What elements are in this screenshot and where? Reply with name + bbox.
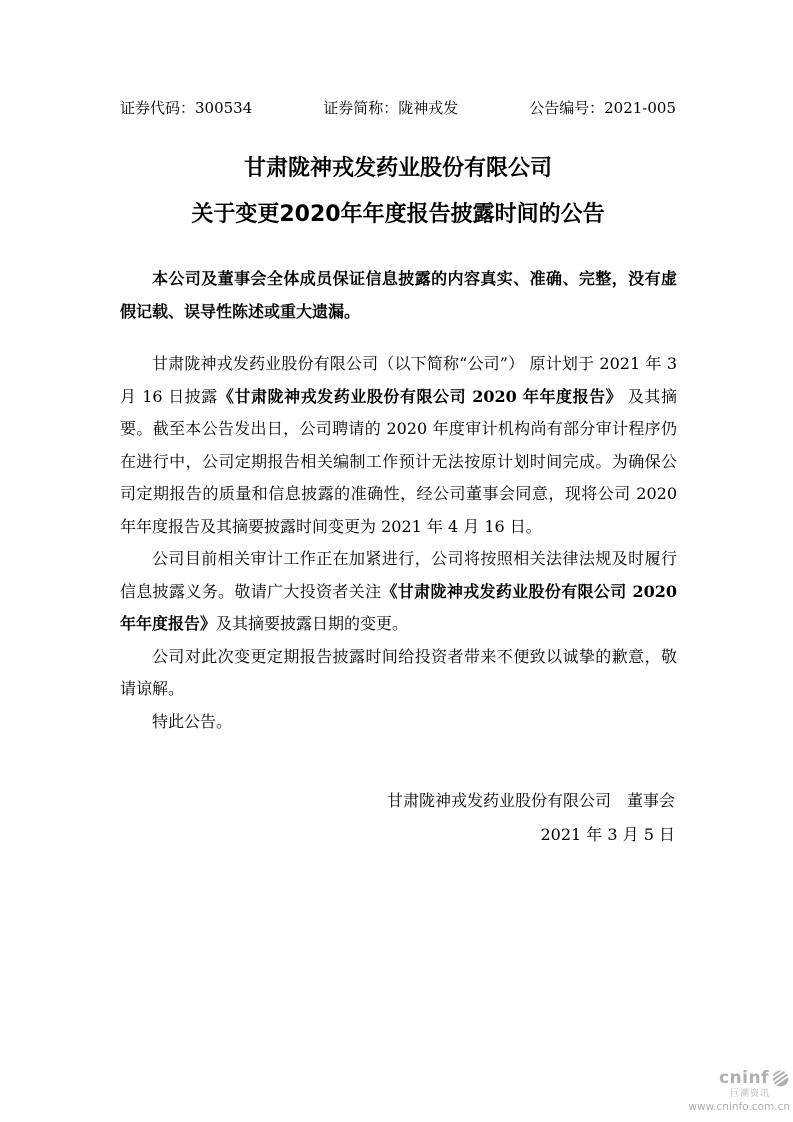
cninfo-url: www.cninfo.com.cn xyxy=(688,1101,790,1113)
announcement-number: 公告编号：2021-005 xyxy=(529,99,676,117)
stock-code: 证券代码：300534 xyxy=(120,99,253,117)
paragraph: 公司对此次变更定期报告披露时间给投资者带来不便致以诚挚的歉意，敬请谅解。 xyxy=(120,646,677,698)
document-title xyxy=(120,146,676,238)
cninfo-brand-text: cninf xyxy=(718,1068,769,1088)
paragraph: 公司目前相关审计工作正在加紧进行，公司将按照相关法律法规及时履行信息披露义务。敬请广大投资者关注《甘肃陇神戎发药业股份有限公司 2020 年年度报告》及其摘要披露日期的变更。 xyxy=(120,549,677,633)
cninfo-swirl-icon xyxy=(771,1069,790,1088)
cninfo-logo xyxy=(670,1069,790,1113)
cninfo-brand-row xyxy=(670,1069,790,1088)
disclosure-statement: 本公司及董事会全体成员保证信息披露的内容真实、准确、完整，没有虚假记载、误导性陈述或重大遗漏。 xyxy=(120,269,677,321)
document-header xyxy=(120,97,676,119)
title-line-2: 关于变更2020年年度报告披露时间的公告 xyxy=(191,202,605,227)
signature-block xyxy=(120,784,675,852)
paragraph: 特此公告。 xyxy=(152,711,233,731)
title-line-1: 甘肃陇神戎发药业股份有限公司 xyxy=(243,156,552,181)
signature-date: 2021 年 3 月 5 日 xyxy=(540,825,675,844)
document-body xyxy=(120,348,677,738)
signature-company: 甘肃陇神戎发药业股份有限公司 董事会 xyxy=(386,791,675,810)
paragraph: 甘肃陇神戎发药业股份有限公司（以下简称“公司”） 原计划于 2021 年 3 月 16 日披露《甘肃陇神戎发药业股份有限公司 2020 年年度报告》 及其摘要。截至本公告发出日，公司聘请的 2020 年度审计机构尚有部分审计程序仍在进行中，公司定期报告相关编制工作预计无法按原计划时间完成。为确保公司定期报告的质量和信息披露的准确性，经公司董事会同意，现将公司 2020 年年度报告及其摘要披露时间变更为 2021 年 4 月 16 日。 xyxy=(120,354,677,536)
cninfo-chinese-name: 巨潮资讯 xyxy=(729,1089,770,1099)
stock-short-name: 证券简称：陇神戎发 xyxy=(323,99,459,117)
